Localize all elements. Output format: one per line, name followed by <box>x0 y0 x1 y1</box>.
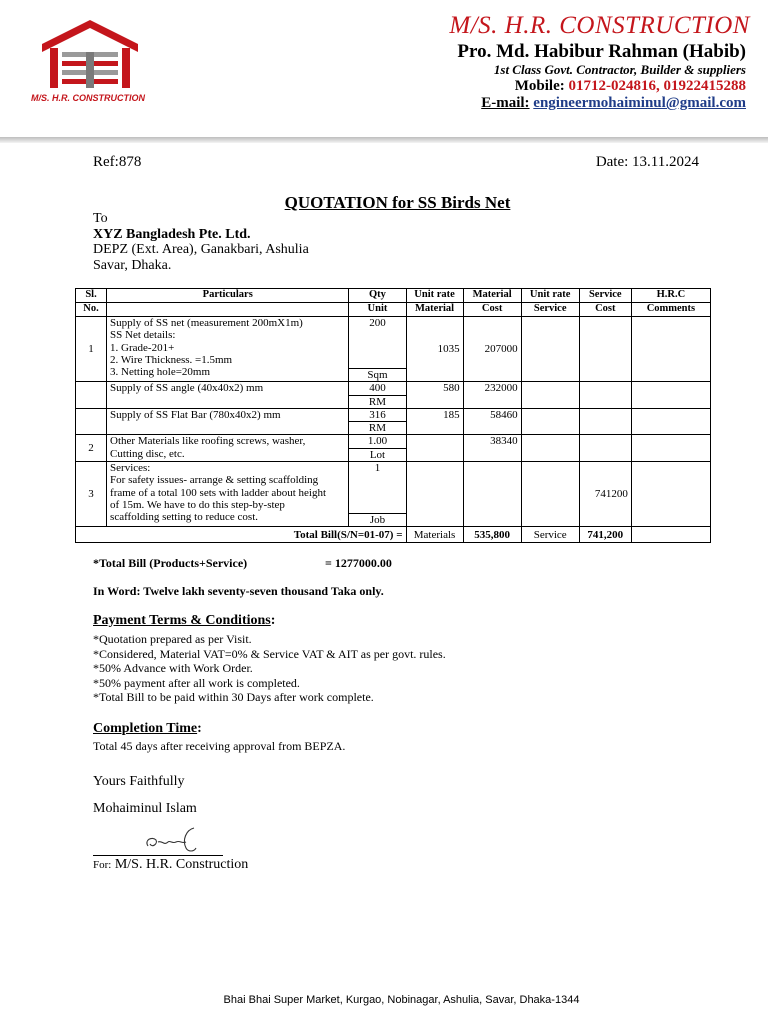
particulars-cell <box>107 435 349 462</box>
unit-rate-service-cell <box>521 382 579 409</box>
payment-terms-list <box>93 632 446 705</box>
for-label: For: <box>93 859 112 871</box>
payment-terms-heading <box>93 613 275 629</box>
signer-name: Mohaiminul Islam <box>93 801 197 816</box>
particulars-line: 1. Grade-201+ <box>110 341 175 354</box>
total-materials-label: Materials <box>406 527 463 543</box>
amount-in-words: In Word: Twelve lakh seventy-seven thousand Taka only. <box>93 584 384 598</box>
completion-time-heading-text: Completion Time <box>93 721 198 736</box>
company-name: M/S. H.R. CONSTRUCTION <box>449 12 750 39</box>
recipient-company: XYZ Bangladesh Pte. Ltd. <box>93 226 251 242</box>
total-service-value: 741,200 <box>579 527 631 543</box>
particulars-line: 3. Netting hole=20mm <box>110 366 211 379</box>
table-row <box>76 462 711 514</box>
comments-cell <box>631 317 710 382</box>
comments-cell <box>631 435 710 462</box>
comments-cell <box>631 382 710 409</box>
service-cost-cell <box>579 408 631 435</box>
material-cost-cell: 58460 <box>463 408 521 435</box>
col-header-material: Material <box>406 303 463 317</box>
col-header-cost: Cost <box>579 303 631 317</box>
particulars-line: For safety issues- arrange & setting scaffolding <box>110 474 319 487</box>
document-title: QUOTATION for SS Birds Net <box>284 193 511 212</box>
sl-cell <box>76 408 107 435</box>
service-cost-cell <box>579 317 631 382</box>
total-label: Total Bill(S/N=01-07) = <box>76 527 407 543</box>
signature-icon <box>140 822 200 856</box>
total-comments-cell <box>631 527 710 543</box>
particulars-line: of 15m. We have to do this step-by-step <box>110 498 285 511</box>
unit-cell: RM <box>349 422 406 435</box>
sl-cell: 2 <box>76 435 107 462</box>
payment-terms-heading-colon: : <box>270 613 276 628</box>
col-header-material-cost: Material <box>463 289 521 303</box>
unit-rate-service-cell <box>521 462 579 527</box>
unit-rate-material-cell: 1035 <box>406 317 463 382</box>
col-header-particulars: Particulars <box>107 289 349 303</box>
company-logo-icon <box>40 18 140 90</box>
particulars-line: SS Net details: <box>110 329 176 342</box>
particulars-line: Services: <box>110 462 151 475</box>
comments-cell <box>631 462 710 527</box>
term-item: *50% Advance with Work Order. <box>93 661 253 675</box>
table-row <box>76 435 711 448</box>
unit-rate-service-cell <box>521 317 579 382</box>
mobile-label: Mobile: <box>514 78 565 94</box>
qty-cell: 1 <box>349 462 406 514</box>
sl-cell <box>76 382 107 409</box>
particulars-cell <box>107 317 349 382</box>
quotation-table <box>75 288 711 543</box>
completion-time-text: Total 45 days after receiving approval from BEPZA. <box>93 739 346 753</box>
particulars-line: Supply of SS net (measurement 200mX1m) <box>110 317 303 329</box>
col-header-service-cost: Service <box>579 289 631 303</box>
col-header-service: Service <box>521 303 579 317</box>
col-header-sl: Sl. <box>76 289 107 303</box>
signature-line <box>93 855 223 856</box>
table-row <box>76 382 711 395</box>
email-link[interactable]: engineermohaiminul@gmail.com <box>533 95 746 111</box>
col-header-comments: Comments <box>631 303 710 317</box>
particulars-line: 2. Wire Thickness. =1.5mm <box>110 353 233 366</box>
unit-cell: Sqm <box>349 369 406 382</box>
service-cost-cell <box>579 435 631 462</box>
table-header-row <box>76 303 711 317</box>
term-item: *Considered, Material VAT=0% & Service VAT & AIT as per govt. rules. <box>93 646 446 661</box>
letterhead <box>0 0 768 137</box>
qty-cell: 400 <box>349 382 406 395</box>
qty-cell: 200 <box>349 317 406 369</box>
mobile-numbers: 01712-024816, 01922415288 <box>568 78 746 94</box>
particulars-line: scaffolding setting to reduce cost. <box>110 511 258 524</box>
for-company-line <box>93 857 248 873</box>
col-header-cost: Cost <box>463 303 521 317</box>
comments-cell <box>631 408 710 435</box>
mobile-line <box>515 78 746 95</box>
term-item: *Quotation prepared as per Visit. <box>93 632 252 646</box>
table-row <box>76 408 711 421</box>
unit-rate-service-cell <box>521 435 579 462</box>
recipient-address-line-2: Savar, Dhaka. <box>93 257 172 273</box>
total-service-label: Service <box>521 527 579 543</box>
proprietor-name: Pro. Md. Habibur Rahman (Habib) <box>457 41 746 62</box>
grand-total-value: = 1277000.00 <box>325 556 392 570</box>
unit-cell: Lot <box>349 448 406 461</box>
col-header-unit-rate-service: Unit rate <box>521 289 579 303</box>
unit-cell: RM <box>349 395 406 408</box>
recipient-block <box>93 211 309 273</box>
company-tagline: 1st Class Govt. Contractor, Builder & suppliers <box>493 62 746 77</box>
footer-address: Bhai Bhai Super Market, Kurgao, Nobinagar, Ashulia, Savar, Dhaka-1344 <box>223 994 580 1006</box>
qty-cell: 1.00 <box>349 435 406 448</box>
particulars-line: Other Materials like roofing screws, washer, <box>110 435 306 448</box>
unit-rate-material-cell <box>406 462 463 527</box>
unit-rate-material-cell: 185 <box>406 408 463 435</box>
particulars-cell: Supply of SS angle (40x40x2) mm <box>107 382 349 409</box>
sl-cell: 3 <box>76 462 107 527</box>
material-cost-cell: 232000 <box>463 382 521 409</box>
total-materials-value: 535,800 <box>463 527 521 543</box>
payment-terms-heading-text: Payment Terms & Conditions <box>93 613 271 628</box>
col-header-unit-rate-material: Unit rate <box>406 289 463 303</box>
completion-time-heading <box>93 721 202 737</box>
grand-total-label: *Total Bill (Products+Service) <box>93 556 248 570</box>
unit-cell: Job <box>349 514 406 527</box>
email-line <box>481 95 746 112</box>
particulars-line: Cutting disc, etc. <box>110 447 185 460</box>
table-header-row <box>76 289 711 303</box>
term-item: *50% payment after all work is completed. <box>93 675 300 690</box>
logo-caption: M/S. H.R. CONSTRUCTION <box>31 93 145 103</box>
header-divider <box>0 137 768 143</box>
particulars-cell <box>107 462 349 527</box>
email-label: E-mail: <box>481 95 530 111</box>
quotation-date: Date: 13.11.2024 <box>595 154 699 170</box>
col-header-no: No. <box>76 303 107 317</box>
sl-cell: 1 <box>76 317 107 382</box>
recipient-address-line-1: DEPZ (Ext. Area), Ganakbari, Ashulia <box>93 242 309 257</box>
service-cost-cell: 741200 <box>579 462 631 527</box>
term-item: *Total Bill to be paid within 30 Days after work complete. <box>93 690 374 704</box>
unit-rate-material-cell <box>406 435 463 462</box>
closing-salutation: Yours Faithfully <box>93 774 185 789</box>
qty-cell: 316 <box>349 408 406 421</box>
service-cost-cell <box>579 382 631 409</box>
reference-number: Ref:878 <box>93 154 142 170</box>
table-row <box>76 317 711 369</box>
material-cost-cell <box>463 462 521 527</box>
total-row <box>76 527 711 543</box>
col-header-blank <box>107 303 349 317</box>
unit-rate-material-cell: 580 <box>406 382 463 409</box>
particulars-line: frame of a total 100 sets with ladder about height <box>110 486 327 499</box>
to-label: To <box>93 211 108 226</box>
material-cost-cell: 207000 <box>463 317 521 382</box>
col-header-qty: Qty <box>349 289 406 303</box>
col-header-unit: Unit <box>349 303 406 317</box>
for-company: M/S. H.R. Construction <box>114 857 249 872</box>
material-cost-cell: 38340 <box>463 435 521 462</box>
completion-time-heading-colon: : <box>197 721 202 736</box>
particulars-cell: Supply of SS Flat Bar (780x40x2) mm <box>107 408 349 435</box>
unit-rate-service-cell <box>521 408 579 435</box>
col-header-hrc: H.R.C <box>631 289 710 303</box>
